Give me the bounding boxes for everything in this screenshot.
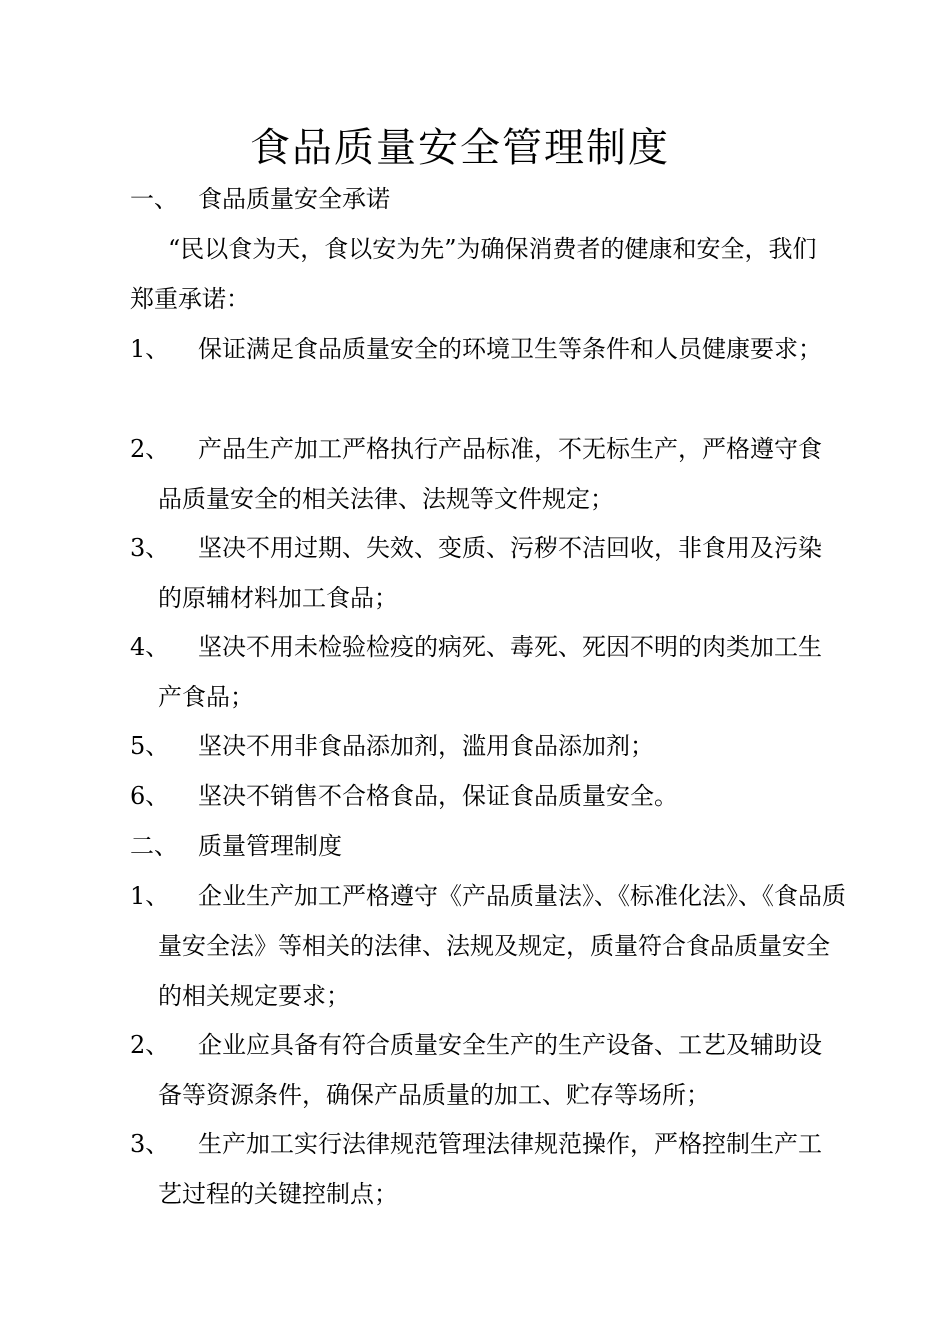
section-heading-quality [130, 830, 342, 862]
list-item [130, 1020, 840, 1120]
list-item-number: 5、 [130, 732, 170, 760]
list-item-text: 坚决不用过期、失效、变质、污秽不洁回收，非食用及污染的原辅材料加工食品； [158, 534, 822, 612]
list-item-number: 1、 [130, 335, 170, 363]
list-item-text: 企业生产加工严格遵守《产品质量法》、《标准化法》、《食品质量安全法》等相关的法律、法规及规定，质量符合食品质量安全的相关规定要求； [158, 882, 846, 1010]
list-item [130, 324, 840, 374]
list-item-text: 坚决不销售不合格食品，保证食品质量安全。 [198, 782, 678, 810]
section-heading-commitment [130, 183, 390, 215]
section-title: 质量管理制度 [198, 832, 342, 860]
section-marker: 一、 [130, 185, 178, 213]
intro-paragraph: “民以食为天，食以安为先”为确保消费者的健康和安全，我们郑重承诺： [130, 235, 817, 313]
list-item [130, 721, 840, 771]
list-item [130, 424, 840, 524]
list-item [130, 1119, 840, 1219]
list-item-number: 2、 [130, 1031, 170, 1059]
list-item-number: 1、 [130, 882, 170, 910]
list-item-text: 生产加工实行法律规范管理法律规范操作，严格控制生产工艺过程的关键控制点； [158, 1130, 822, 1208]
list-item [130, 871, 846, 1021]
list-item-number: 3、 [130, 1130, 170, 1158]
section-title: 食品质量安全承诺 [198, 185, 390, 213]
list-item [130, 523, 840, 623]
list-item-text: 产品生产加工严格执行产品标准，不无标生产，严格遵守食品质量安全的相关法律、法规等文件规定； [158, 435, 822, 513]
list-item-number: 4、 [130, 633, 170, 661]
list-item-number: 2、 [130, 435, 170, 463]
list-item-text: 坚决不用未检验检疫的病死、毒死、死因不明的肉类加工生产食品； [158, 633, 822, 711]
list-item-number: 3、 [130, 534, 170, 562]
list-item-text: 企业应具备有符合质量安全生产的生产设备、工艺及辅助设备等资源条件，确保产品质量的加工、贮存等场所； [158, 1031, 822, 1109]
document-title: 食品质量安全管理制度 [250, 125, 670, 171]
list-item-text: 保证满足食品质量安全的环境卫生等条件和人员健康要求； [198, 335, 822, 363]
section-marker: 二、 [130, 832, 178, 860]
list-item [130, 771, 840, 821]
list-item-number: 6、 [130, 782, 170, 810]
list-item [130, 622, 840, 722]
list-item-text: 坚决不用非食品添加剂，滥用食品添加剂； [198, 732, 654, 760]
